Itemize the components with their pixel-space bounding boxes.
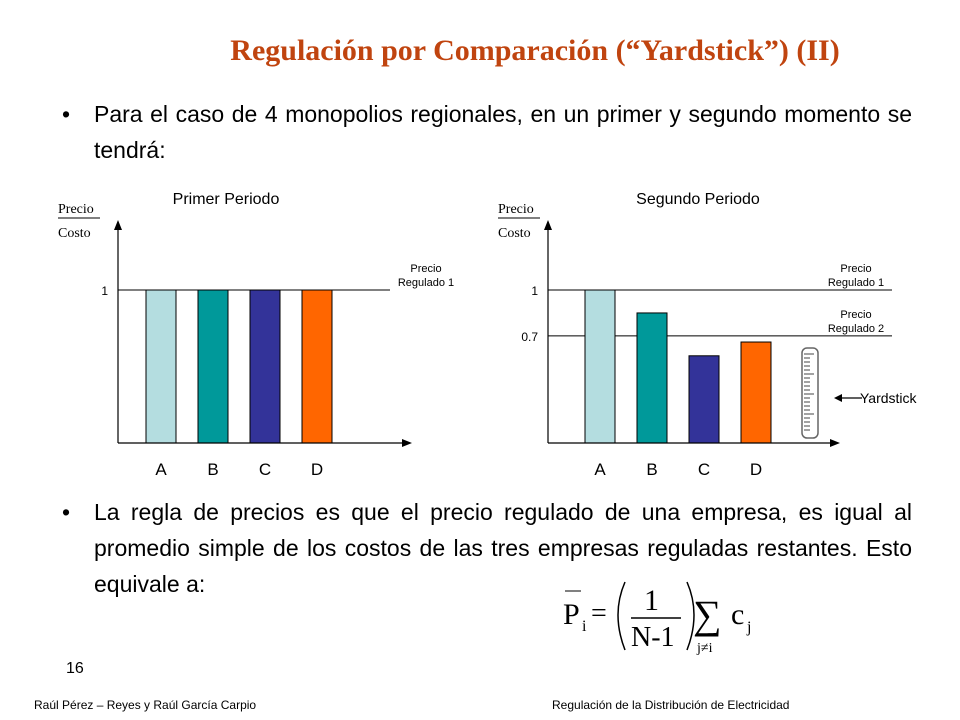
bar-A: [585, 290, 615, 443]
bullet-text-1: Para el caso de 4 monopolios regionales, en un primer y segundo momento se tendrá:: [94, 101, 912, 163]
x-axis-arrow: [402, 439, 412, 447]
formula-lhs: P: [563, 598, 580, 631]
reference-label: Regulado 1: [827, 277, 885, 289]
x-tick-label: D: [310, 460, 324, 479]
x-tick-label: D: [749, 460, 763, 479]
bar-B: [637, 313, 667, 443]
footer-course: Regulación de la Distribución de Electricidad: [552, 698, 790, 712]
bullet-text-2: La regla de precios es que el precio regulado de una empresa, es igual al promedio simple de los costos de las tres empresas reguladas restantes. Esto equivale a:: [94, 499, 912, 597]
y-axis-arrow: [544, 220, 552, 230]
slide-title: Regulación por Comparación (“Yardstick”) (II): [230, 34, 840, 67]
formula-denominator: N-1: [631, 622, 675, 653]
left-paren: [618, 582, 625, 650]
bullet-point-1: [62, 96, 912, 168]
formula-term-sub: j: [747, 619, 752, 636]
chart-segundo-periodo: [480, 180, 950, 480]
page-number: 16: [66, 660, 84, 677]
yardstick-arrowhead: [834, 394, 842, 402]
x-tick-label: A: [155, 460, 167, 479]
y-tick-label: 1: [101, 284, 108, 298]
chart-primer-periodo: [40, 180, 480, 480]
x-tick-label: B: [646, 460, 658, 479]
reference-label: Regulado 1: [397, 277, 455, 289]
ylabel-denominator: Costo: [498, 226, 531, 241]
footer-authors: Raúl Pérez – Reyes y Raúl García Carpio: [34, 698, 257, 712]
bar-D: [302, 290, 332, 443]
formula: [555, 568, 775, 658]
x-tick-label: B: [207, 460, 219, 479]
x-tick-label: A: [594, 460, 606, 479]
reference-label: Precio: [840, 263, 872, 275]
bar-C: [689, 356, 719, 443]
formula-equals: =: [591, 598, 607, 629]
yardstick-label: Yardstick: [860, 390, 917, 406]
ylabel-numerator: Precio: [498, 202, 534, 217]
y-axis-arrow: [114, 220, 122, 230]
reference-label: Precio: [840, 308, 872, 321]
bullet-dot: •: [62, 499, 71, 525]
formula-lhs-sub: i: [582, 618, 587, 635]
reference-label: Regulado 2: [827, 322, 885, 335]
bullet-point-2: [62, 494, 912, 602]
y-tick-label: 0.7: [521, 329, 538, 344]
ylabel-numerator: Precio: [58, 202, 94, 217]
sum-index: j≠i: [697, 641, 713, 656]
reference-label: Precio: [410, 263, 442, 275]
bar-A: [146, 290, 176, 443]
formula-term: c: [731, 598, 745, 631]
ruler-icon: [802, 348, 818, 438]
sum-symbol: ∑: [693, 592, 722, 637]
chart-title: Primer Periodo: [172, 191, 280, 208]
formula-numerator: 1: [644, 584, 659, 617]
bar-D: [741, 342, 771, 443]
ylabel-denominator: Costo: [58, 226, 91, 241]
x-tick-label: C: [697, 460, 711, 479]
bullet-dot: •: [62, 101, 71, 127]
x-axis-arrow: [830, 439, 840, 447]
y-tick-label: 1: [531, 284, 538, 298]
bar-C: [250, 290, 280, 443]
x-tick-label: C: [258, 460, 272, 479]
bar-B: [198, 290, 228, 443]
chart-title: Segundo Periodo: [636, 191, 760, 208]
